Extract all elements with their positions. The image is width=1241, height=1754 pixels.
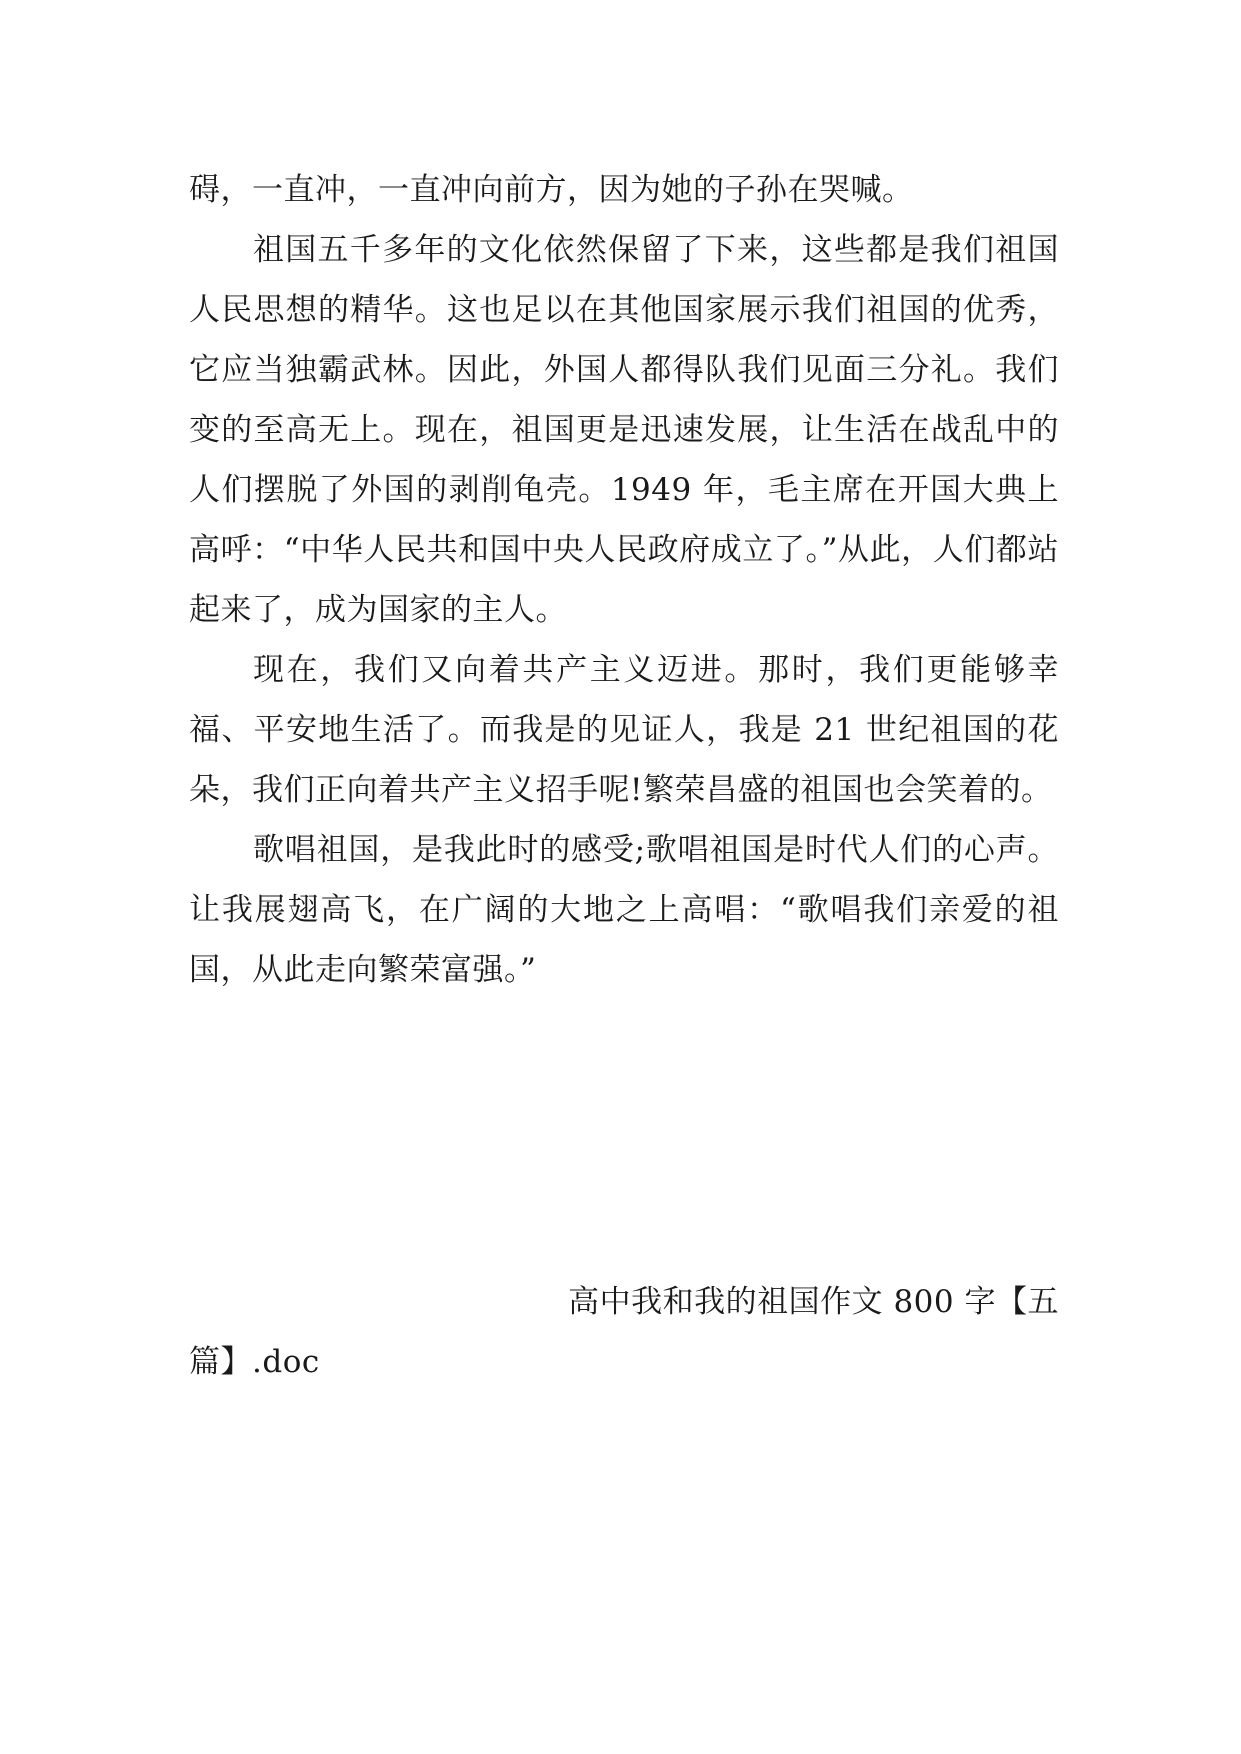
- document-filename: [189, 1272, 1059, 1392]
- filename-line-1: 高中我和我的祖国作文 800 字【五: [568, 1284, 1059, 1320]
- paragraph-3: 现在，我们又向着共产主义迈进。那时，我们更能够幸福、平安地生活了。而我是的见证人，我是 21 世纪祖国的花朵，我们正向着共产主义招手呢!繁荣昌盛的祖国也会笑着的。: [189, 652, 1059, 808]
- paragraph-2: 祖国五千多年的文化依然保留了下来，这些都是我们祖国人民思想的精华。这也足以在其他国家展示我们祖国的优秀，它应当独霸武林。因此，外国人都得队我们见面三分礼。我们变的至高无上。现在，祖国更是迅速发展，让生活在战乱中的人们摆脱了外国的剥削龟壳。1949 年，毛主席在开国大典上高呼：“中华人民共和国中央人民政府成立了。”从此，人们都站起来了，成为国家的主人。: [189, 232, 1059, 628]
- paragraph-1: 碍，一直冲，一直冲向前方，因为她的子孙在哭喊。: [189, 172, 914, 208]
- document-body: [189, 160, 1059, 1000]
- filename-line-2: 篇】.doc: [189, 1344, 320, 1380]
- paragraph-4: 歌唱祖国，是我此时的感受;歌唱祖国是时代人们的心声。让我展翅高飞，在广阔的大地之上高唱：“歌唱我们亲爱的祖国，从此走向繁荣富强。”: [189, 832, 1059, 988]
